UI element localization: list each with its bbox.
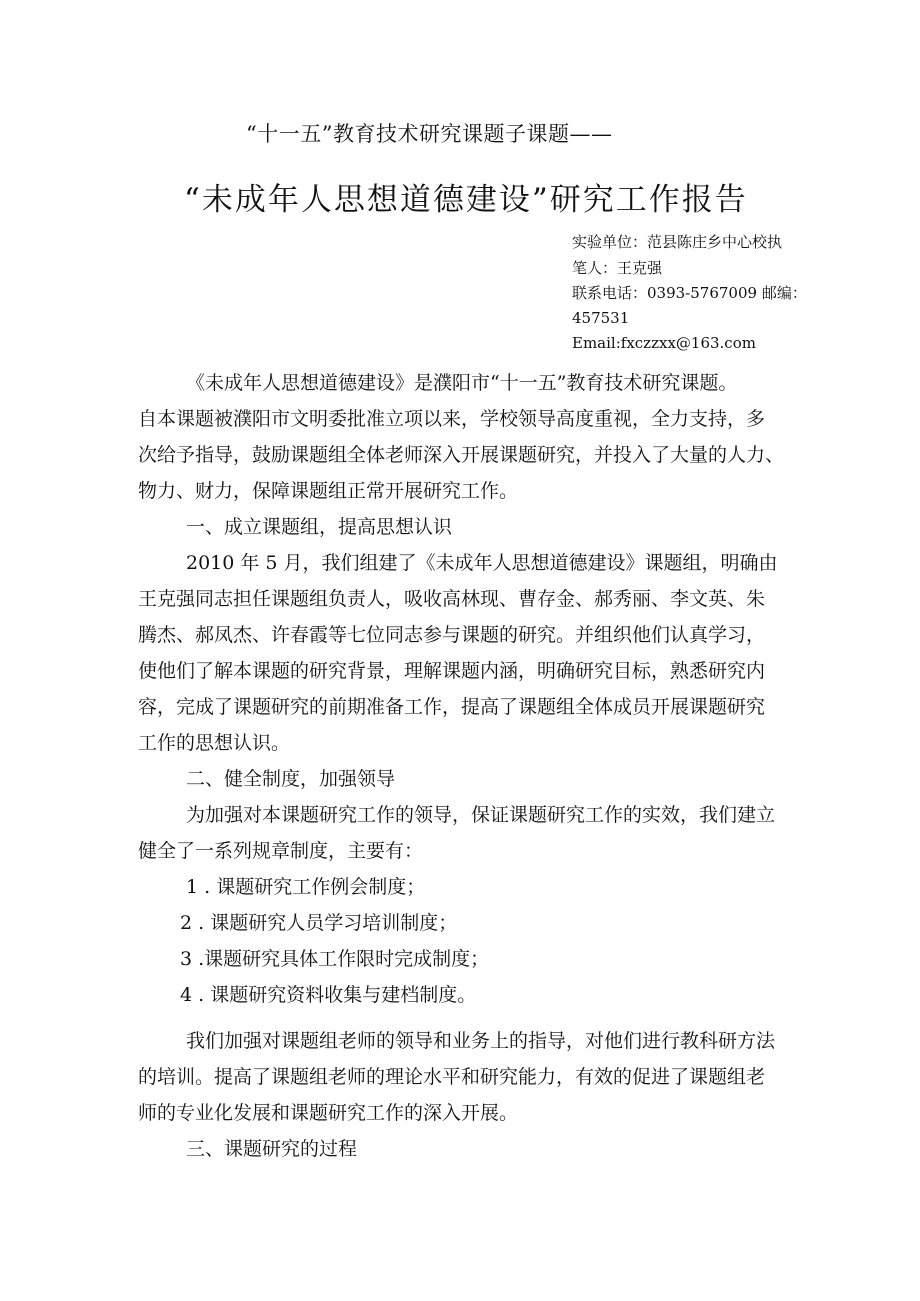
section-heading: 一、成立课题组，提高思想认识 xyxy=(186,516,453,538)
paragraph-line: 工作的思想认识。 xyxy=(138,732,291,754)
document-title: “未成年人思想道德建设”研究工作报告 xyxy=(184,182,748,218)
paragraph-line: 腾杰、郝凤杰、许春霞等七位同志参与课题的研究。并组织他们认真学习， xyxy=(138,624,766,646)
paragraph-line: 《未成年人思想道德建设》是濮阳市“十一五”教育技术研究课题。 xyxy=(186,372,738,394)
paragraph-line: 师的专业化发展和课题研究工作的深入开展。 xyxy=(138,1102,519,1124)
paragraph-line: 王克强同志担任课题组负责人，吸收高林现、曹存金、郝秀丽、李文英、朱 xyxy=(138,588,766,610)
paragraph-line: 的培训。提高了课题组老师的理论水平和研究能力，有效的促进了课题组老 xyxy=(138,1066,766,1088)
meta-unit-line: 实验单位：范县陈庄乡中心校执 xyxy=(572,233,783,251)
section-heading: 二、健全制度，加强领导 xyxy=(186,768,396,790)
paragraph-line: 次给予指导，鼓励课题组全体老师深入开展课题研究，并投入了大量的人力、 xyxy=(138,444,785,466)
paragraph-line: 健全了一系列规章制度，主要有： xyxy=(138,840,424,862)
list-item: 1 . 课题研究工作例会制度； xyxy=(186,876,426,898)
list-item: 4 . 课题研究资料收集与建档制度。 xyxy=(180,984,477,1006)
paragraph-line: 为加强对本课题研究工作的领导，保证课题研究工作的实效，我们建立 xyxy=(186,804,776,826)
paragraph-line: 使他们了解本课题的研究背景，理解课题内涵，明确研究目标，熟悉研究内 xyxy=(138,660,766,682)
meta-phone-line: 联系电话：0393-5767009 邮编： xyxy=(572,284,807,302)
list-item: 2 . 课题研究人员学习培训制度； xyxy=(180,912,458,934)
meta-email-line: Email:fxczzxx@163.com xyxy=(572,334,756,352)
meta-postcode-line: 457531 xyxy=(572,309,630,327)
paragraph-line: 自本课题被濮阳市文明委批准立项以来，学校领导高度重视，全力支持，多 xyxy=(138,408,766,430)
paragraph-line: 2010 年 5 月，我们组建了《未成年人思想道德建设》课题组，明确由 xyxy=(186,552,778,574)
meta-author-line: 笔人：王克强 xyxy=(572,259,663,277)
document-subtitle: “十一五”教育技术研究课题子课题—— xyxy=(246,122,613,146)
section-heading: 三、课题研究的过程 xyxy=(186,1138,358,1160)
paragraph-line: 我们加强对课题组老师的领导和业务上的指导，对他们进行教科研方法 xyxy=(186,1030,776,1052)
paragraph-line: 物力、财力，保障课题组正常开展研究工作。 xyxy=(138,480,519,502)
paragraph-line: 容，完成了课题研究的前期准备工作，提高了课题组全体成员开展课题研究 xyxy=(138,696,766,718)
list-item: 3 .课题研究具体工作限时完成制度； xyxy=(180,948,490,970)
